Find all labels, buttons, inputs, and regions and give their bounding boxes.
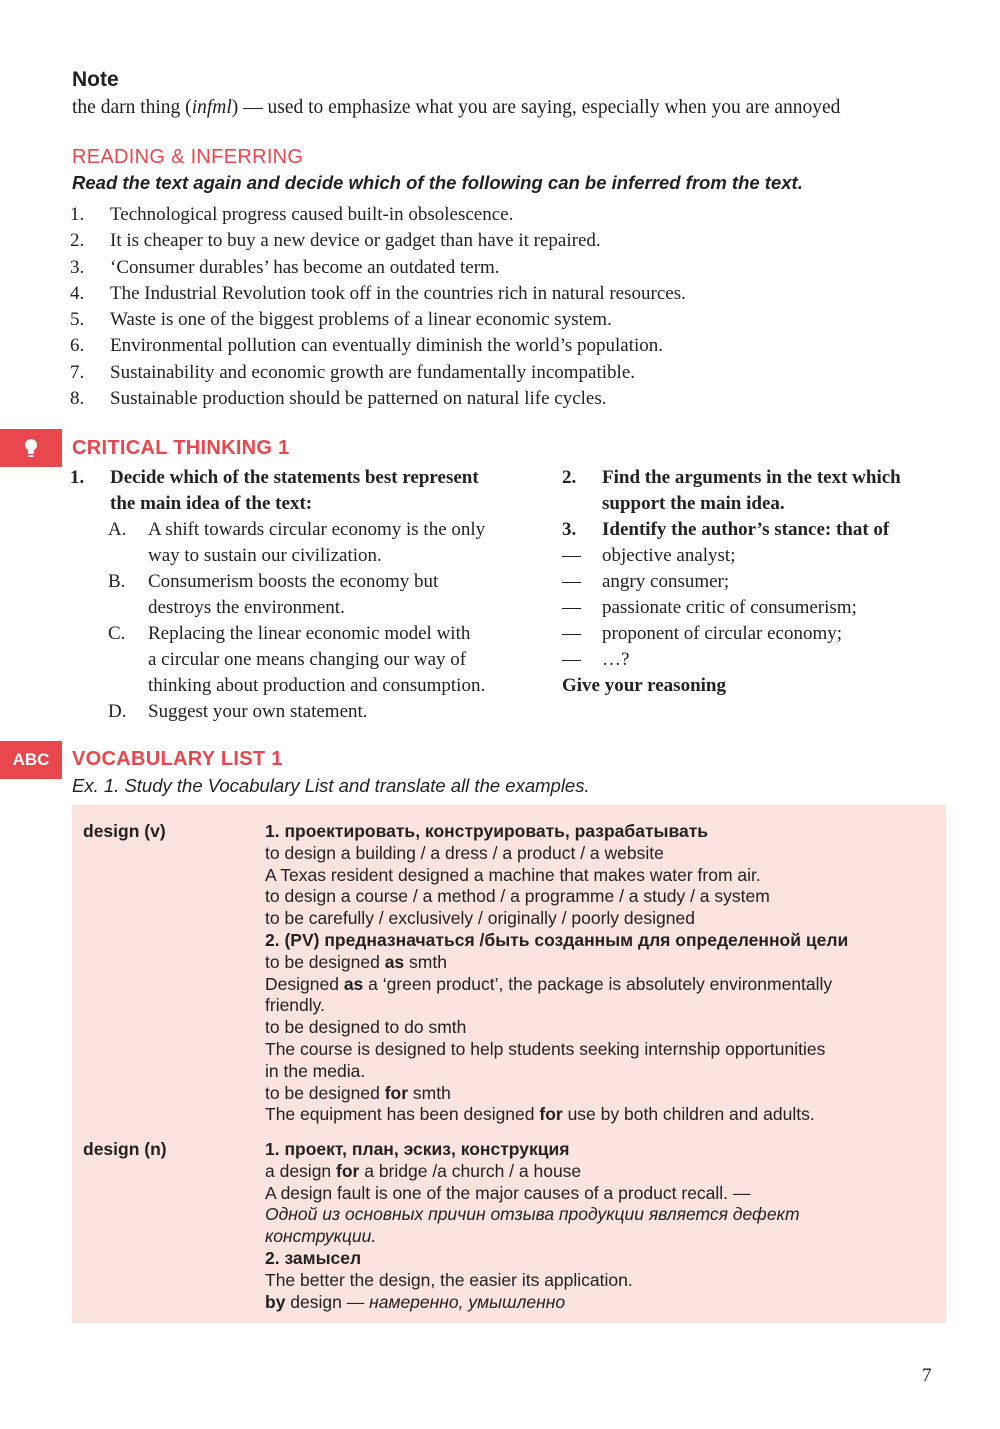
option-b: B. Consumerism boosts the economy but	[108, 571, 439, 592]
stance-item: — passionate critic of consumerism;	[562, 597, 857, 618]
list-item: 5. Waste is one of the biggest problems of a linear economic system.	[70, 309, 612, 331]
definitions: 1. проектировать, конструировать, разрабатывать to design a building / a dress / a product / a website A Texas resident designed a machine that makes water from air. to design a course / a method / a programme / a study / a system to be carefully / exclusively / originally / poorly designed 2. (PV) предназначаться /быть созданным для определенной цели to be designed as smth Designed as a ‘green product’, the package is absolutely environmentally friendly. to be designed to do smth The course is designed to help students seeking internship opportunities in the media. to be designed for smth The equipment has been designed for use by both children and adults.	[265, 821, 849, 1125]
headword: design (n)	[83, 1139, 167, 1159]
option-c: C. Replacing the linear economic model with	[108, 623, 471, 644]
reasoning-prompt: Give your reasoning	[562, 675, 726, 696]
list-item: 1. Technological progress caused built-in obsolescence.	[70, 204, 514, 225]
stance-item: — objective analyst;	[562, 545, 736, 566]
abc-tab: ABC	[0, 741, 62, 779]
headword: design (v)	[83, 821, 166, 841]
reading-heading: READING & INFERRING	[72, 146, 304, 168]
stance-item: — …?	[562, 649, 630, 670]
list-item: 2. It is cheaper to buy a new device or gadget than have it repaired.	[70, 230, 601, 252]
list-item: 3. ‘Consumer durables’ has become an outdated term.	[70, 256, 500, 278]
critical-heading: CRITICAL THINKING 1	[72, 437, 290, 459]
lightbulb-icon	[0, 429, 62, 467]
note-text: the darn thing (infml) — used to emphasize what you are saying, especially when you are annoyed	[72, 97, 841, 118]
vocab-instruction: Ex. 1. Study the Vocabulary List and translate all the examples.	[72, 775, 590, 796]
option-a: A. A shift towards circular economy is the only	[108, 519, 486, 540]
stance-item: — proponent of circular economy;	[562, 623, 843, 644]
list-item: 6. Environmental pollution can eventually diminish the world’s population.	[70, 335, 664, 357]
page-number: 7	[922, 1365, 932, 1386]
note-heading: Note	[72, 68, 119, 91]
reading-list	[70, 204, 686, 414]
option-d: D. Suggest your own statement.	[108, 701, 368, 722]
list-item: 8. Sustainable production should be patterned on natural life cycles.	[70, 388, 607, 410]
critical-question-1: 1. Decide which of the statements best represent the main idea of the text: A. A shift towards circular economy is the only way to sustain our civilization. B. Consumerism boosts the economy but destroys the environment. C. Replacing the linear economic model with a circular one means changing our way of thinking about production and consumption. D. Suggest your own statement.	[70, 465, 550, 725]
vocabulary-table	[72, 805, 946, 1323]
vocab-heading: VOCABULARY LIST 1	[72, 748, 283, 770]
list-item: 4. The Industrial Revolution took off in the countries rich in natural resources.	[70, 282, 686, 304]
list-item: 7. Sustainability and economic growth are fundamentally incompatible.	[70, 361, 635, 383]
reading-instruction: Read the text again and decide which of the following can be inferred from the text.	[72, 172, 803, 193]
definitions: 1. проект, план, эскиз, конструкция a design for a bridge /a church / a house A design fault is one of the major causes of a product recall. — Одной из основных причин отзыва продукции является дефект конструкции. 2. замысел The better the design, the easier its application. by design — намеренно, умышленно	[265, 1139, 800, 1312]
stance-item: — angry consumer;	[562, 571, 730, 592]
critical-questions-2-3: 2. Find the arguments in the text which support the main idea. 3. Identify the author’s stance: that of — objective analyst; — angry consumer; — passionate critic of consumerism; — proponent of circular economy; — …? Give your reasoning	[562, 465, 947, 699]
